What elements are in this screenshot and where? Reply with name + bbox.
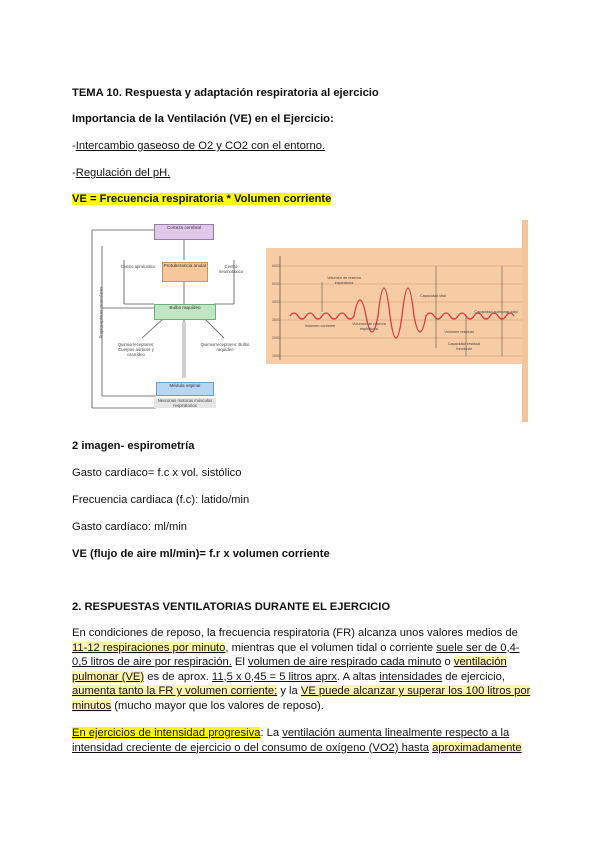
p1-text: es de aprox. [144,670,212,683]
p1-underline: volumen de aire respirado cada minuto [247,656,442,669]
irv-label: Volumen de reserva inspiratoria [327,276,361,285]
p1-text: . A altas [337,670,380,683]
cardiac-output-units: Gasto cardíaco: ml/min [72,521,188,533]
p2-highlight: En ejercicios de intensidad progresiva [72,727,261,739]
p1-underline: 11,5 x 0,45 = 5 litros aprx [211,670,338,683]
spirometry-edge [522,220,528,422]
bullet-text: Intercambio gaseoso de O2 y CO2 con el entorno. [75,140,326,152]
motor-neurons-label: Neuronas motoras músculos respiratorios [154,398,216,408]
bullet-ph [72,166,170,180]
spirometry-graphic [266,220,528,422]
spirometry-caption: 2 imagen- espirometría [72,440,195,452]
p1-text: y la [277,685,301,698]
p1-text: , mientras que el volumen tidal o corriente [225,641,437,654]
p1-highlight: VE puede alcanzar y superar los 100 litros por minutos [72,685,531,712]
respiratory-control-diagram [84,218,264,420]
bullet-dash: - [72,140,76,152]
svg-text:6000: 6000 [272,264,280,268]
p1-text: (mucho mayor que los valores de reposo). [111,699,324,712]
svg-text:4000: 4000 [272,300,280,304]
central-chemoreceptors-label: Quimiorreceptores: Bulbo raquídeo [200,342,250,352]
pneumotaxic-label: Centro neumotáxico [218,264,244,274]
tidal-volume-label: Volumen corriente [304,324,336,328]
cortex-box: Corteza cerebral [154,224,214,240]
svg-text:2000: 2000 [272,336,280,340]
p1-underline: intensidades [379,670,443,683]
erv-label: Volumen de reserva espiratoria [352,322,386,331]
p1-text: El [231,656,248,669]
spinal-cord-box: Médula espinal [156,382,214,396]
ve-formula-text: VE = Frecuencia respiratoria * Volumen corriente [72,193,332,205]
p1-text: o [441,656,454,669]
spirometry-chart [266,220,528,422]
peripheral-chemoreceptors-label: Quimiorreceptores: Cuerpos aórticos y carotídeo [117,342,155,357]
svg-text:1000: 1000 [272,354,280,358]
residual-volume-label: Volumen residual [444,330,474,334]
p1-highlight: ventilación pulmonar (VE) [72,656,507,683]
heart-rate-units: Frecuencia cardiaca (f.c): latido/min [72,494,250,506]
svg-text:3000: 3000 [272,318,280,322]
p1-highlight: 11-12 respiraciones por minuto [72,641,226,654]
bullet-text: Regulación del pH. [75,167,171,179]
proprioceptors-label: Propioceptores musculares [98,286,104,339]
paragraph-rest [72,626,532,714]
bullet-gas-exchange [72,139,325,153]
cardiac-output-formula: Gasto cardíaco= f.c x vol. sistólico [72,467,242,479]
ve-formula [72,192,331,206]
p1-text: de ejercicio, [442,670,505,683]
section-heading: 2. RESPUESTAS VENTILATORIAS DURANTE EL EJERCICIO [72,601,391,613]
p2-highlight: aproximadamente [432,741,522,754]
bullet-dash: - [72,167,76,179]
paragraph-progressive [72,726,532,755]
ve-flow-formula: VE (flujo de aire ml/min)= f.r x volumen corriente [72,548,330,560]
subtitle: Importancia de la Ventilación (VE) en el Ejercicio: [72,113,334,125]
page-title: TEMA 10. Respuesta y adaptación respiratoria al ejercicio [72,87,379,99]
tlc-label: Capacidad pulmonar total [474,310,518,314]
vital-capacity-label: Capacidad vital [420,294,446,298]
p1-underline: suele ser de 0,4-0,5 litros de aire por respiración. [72,641,520,669]
p1-highlight: aumenta tanto la FR y volumen corriente; [72,685,278,698]
p1-text: En condiciones de reposo, la frecuencia respiratoria (FR) alcanza unos valores medios de [72,627,518,639]
p2-text: : La [260,727,283,739]
p2-underline: ventilación aumenta linealmente respecto a la intensidad creciente de ejercicio o del consumo de oxígeno (VO2) hasta [72,727,510,754]
medulla-box: Bulbo raquídeo [154,304,216,320]
svg-text:5000: 5000 [272,282,280,286]
frc-label: Capacidad residual funcional [447,342,481,351]
apneustic-label: Centro apnéustico [120,264,156,269]
pons-box: Protuberancia anular [162,262,208,282]
